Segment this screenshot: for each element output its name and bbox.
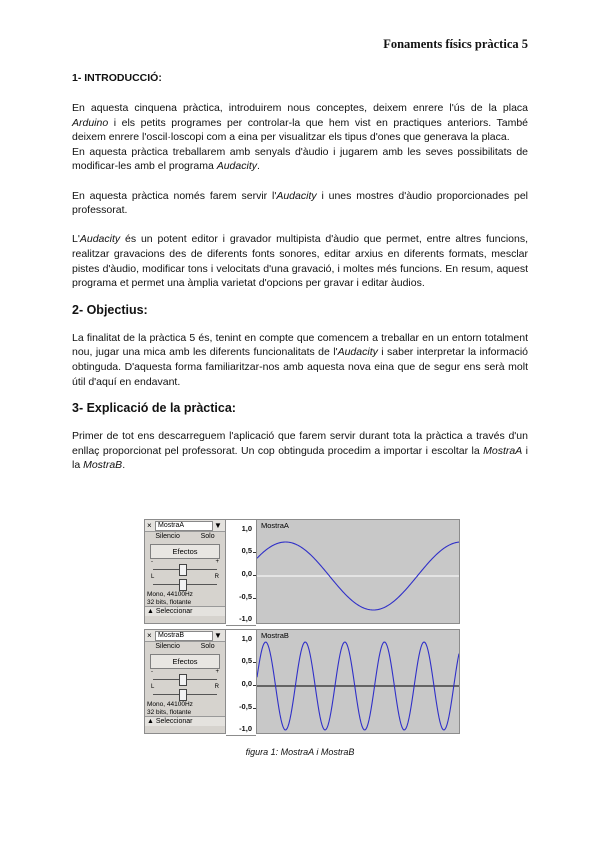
explanation-paragraph: Primer de tot ens descarreguem l'aplicació que farem servir durant tota la pràctica a través d'un enllaç proporcionat pel professorat. Un cop obtinguda procedim a importar i escoltar la MostraA i la MostraB.: [72, 430, 528, 472]
page-header: Fonaments físics pràctica 5: [383, 37, 528, 51]
amplitude-ruler: 1,0 0,5 0,0 -0,5 -1,0: [226, 629, 256, 736]
track-format-info: Mono, 44100Hz 32 bits, flotante: [147, 701, 193, 716]
section-2-heading: 2- Objectius:: [72, 302, 148, 317]
solo-button[interactable]: Solo: [200, 643, 215, 650]
pan-slider-handle[interactable]: [179, 689, 187, 701]
effects-button[interactable]: Efectos: [150, 654, 220, 669]
pan-slider-handle[interactable]: [179, 579, 187, 591]
intro-paragraph-2: En aquesta pràctica treballarem amb senyals d'àudio i jugarem amb les seves possibilitats de modificar-les amb el programa Audacity.: [72, 145, 528, 173]
mute-button[interactable]: Silencio: [155, 643, 180, 650]
gain-slider[interactable]: - +: [151, 671, 219, 686]
effects-button[interactable]: Efectos: [150, 544, 220, 559]
track-control-panel: [144, 629, 226, 734]
waveform-area[interactable]: [256, 629, 460, 734]
track-name-menu[interactable]: MostraA: [155, 521, 213, 531]
waveform-title: MostraA: [261, 521, 289, 530]
section-3-heading: 3- Explicació de la pràctica:: [72, 401, 236, 416]
select-button[interactable]: ▲ Seleccionar: [145, 716, 225, 726]
track-control-panel: [144, 519, 226, 624]
track-format-info: Mono, 44100Hz 32 bits, flotante: [147, 591, 193, 606]
document-body: [72, 66, 528, 473]
track-name-menu[interactable]: MostraB: [155, 631, 213, 641]
gain-slider[interactable]: - +: [151, 561, 219, 576]
waveform-area[interactable]: [256, 519, 460, 624]
solo-button[interactable]: Solo: [200, 533, 215, 540]
pan-slider[interactable]: L R: [151, 576, 219, 591]
select-button[interactable]: ▲ Seleccionar: [145, 606, 225, 616]
audacity-figure: [144, 519, 460, 736]
chevron-down-icon[interactable]: ▼: [214, 631, 222, 640]
intro-paragraph-3: En aquesta pràctica només farem servir l'Audacity i unes mostres d'àudio proporcionades pel professorat.: [72, 189, 528, 217]
intro-paragraph-1: En aquesta cinquena pràctica, introduirem nous conceptes, deixem enrere l'ús de la placa Arduino i els petits programes per controlar-la que hem vist en practiques anteriors. També deixem enrere l'oscil·loscopi com a eina per visualitzar els tipus d'ones que generava la placa.: [72, 102, 528, 144]
waveform-svg: [257, 520, 459, 623]
mute-button[interactable]: Silencio: [155, 533, 180, 540]
gain-slider-handle[interactable]: [179, 564, 187, 576]
close-icon[interactable]: ×: [147, 631, 152, 640]
waveform-title: MostraB: [261, 631, 289, 640]
gain-slider-handle[interactable]: [179, 674, 187, 686]
waveform-svg: [257, 630, 459, 733]
close-icon[interactable]: ×: [147, 521, 152, 530]
figure-caption: figura 1: MostraA i MostraB: [245, 747, 355, 757]
intro-paragraph-4: L'Audacity és un potent editor i gravador multipista d'àudio que permet, entre altres funcions, realitzar gravacions des de diferents fonts sonores, editar arxius en diferents formats, mesclar pistes d'àudio, modificar tons i velocitats d'una gravació, i moltes més funcions. En resum, aquest programa et permet una àmplia varietat d'opcions per gravar i editar àudios.: [72, 233, 528, 290]
amplitude-ruler: 1,0 0,5 0,0 -0,5 -1,0: [226, 519, 256, 626]
chevron-down-icon[interactable]: ▼: [214, 521, 222, 530]
section-1-heading: 1- INTRODUCCIÓ:: [72, 72, 162, 84]
objectives-paragraph: La finalitat de la pràctica 5 és, tenint en compte que comencem a treballar en un entorn totalment nou, jugar una mica amb les diferents funcionalitats de l'Audacity i saber interpretar la informació obtinguda. D'aquesta forma familiaritzar-nos amb aquesta nova eina que de segur ens serà molt útil d'aquí en endavant.: [72, 331, 528, 388]
pan-slider[interactable]: L R: [151, 686, 219, 701]
track-mostra-a: [144, 519, 460, 626]
track-mostra-b: [144, 629, 460, 736]
